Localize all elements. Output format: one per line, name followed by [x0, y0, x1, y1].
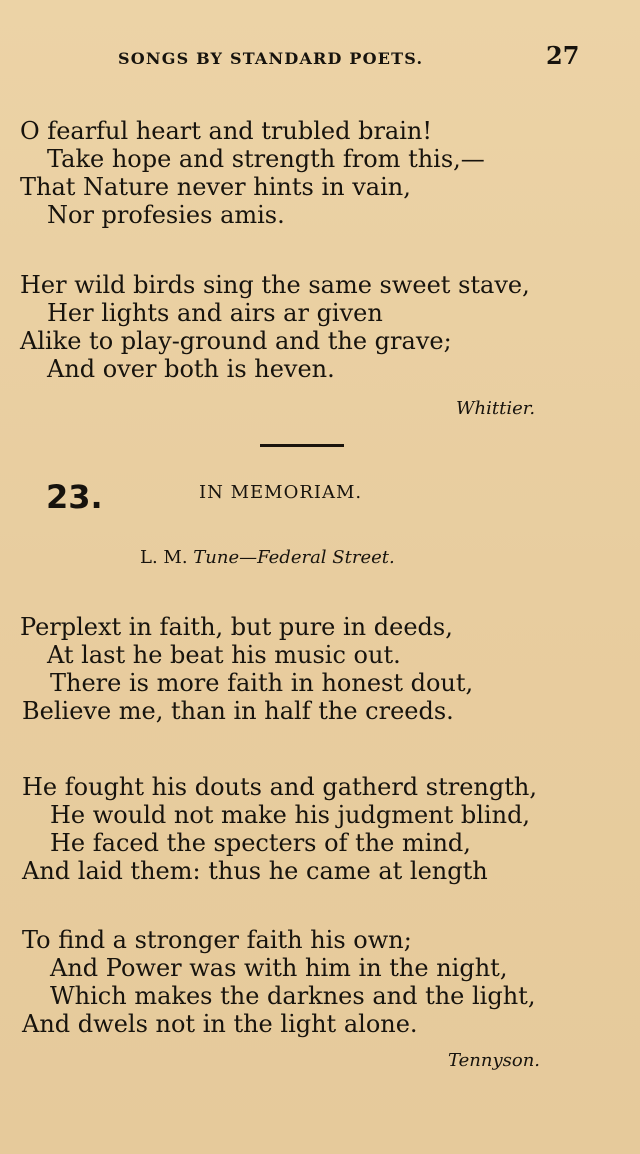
poem1-line-4: Nor profesies amis.	[47, 201, 285, 229]
poem2-line-5: He fought his douts and gatherd strength,	[22, 773, 537, 801]
poem2-line-2: At last he beat his music out.	[47, 641, 401, 669]
poem1-line-5: Her wild birds sing the same sweet stave,	[20, 271, 530, 299]
poem2-line-11: Which makes the darknes and the light,	[50, 982, 536, 1010]
poem2-line-7: He faced the specters of the mind,	[50, 829, 471, 857]
poem2-line-9: To find a stronger faith his own;	[22, 926, 412, 954]
tune-line	[140, 547, 395, 568]
section-divider	[260, 444, 344, 447]
poem1-line-2: Take hope and strength from this,—	[47, 145, 485, 173]
page-number: 27	[546, 41, 580, 70]
poem2-line-3: There is more faith in honest dout,	[50, 669, 474, 697]
poem2-line-10: And Power was with him in the night,	[50, 954, 508, 982]
poem1-line-6: Her lights and airs ar given	[47, 299, 383, 327]
poem2-line-12: And dwels not in the light alone.	[22, 1010, 418, 1038]
poem2-line-6: He would not make his judgment blind,	[50, 801, 531, 829]
hymn-title: IN MEMORIAM.	[199, 482, 363, 503]
meter-label: L. M.	[140, 547, 188, 568]
hymn-number: 23.	[46, 478, 103, 516]
running-head: SONGS BY STANDARD POETS.	[118, 49, 424, 68]
poem1-attribution: Whittier.	[456, 398, 536, 419]
page-header	[0, 40, 640, 76]
tune-name: Tune—Federal Street.	[193, 547, 395, 568]
poem1-line-3: That Nature never hints in vain,	[20, 173, 411, 201]
poem2-attribution: Tennyson.	[448, 1050, 541, 1071]
poem2-line-8: And laid them: thus he came at length	[22, 857, 488, 885]
poem1-line-1: O fearful heart and trubled brain!	[20, 117, 433, 145]
poem2-line-1: Perplext in faith, but pure in deeds,	[20, 613, 453, 641]
poem1-line-8: And over both is heven.	[47, 355, 335, 383]
poem1-line-7: Alike to play-ground and the grave;	[20, 327, 452, 355]
poem2-line-4: Believe me, than in half the creeds.	[22, 697, 454, 725]
